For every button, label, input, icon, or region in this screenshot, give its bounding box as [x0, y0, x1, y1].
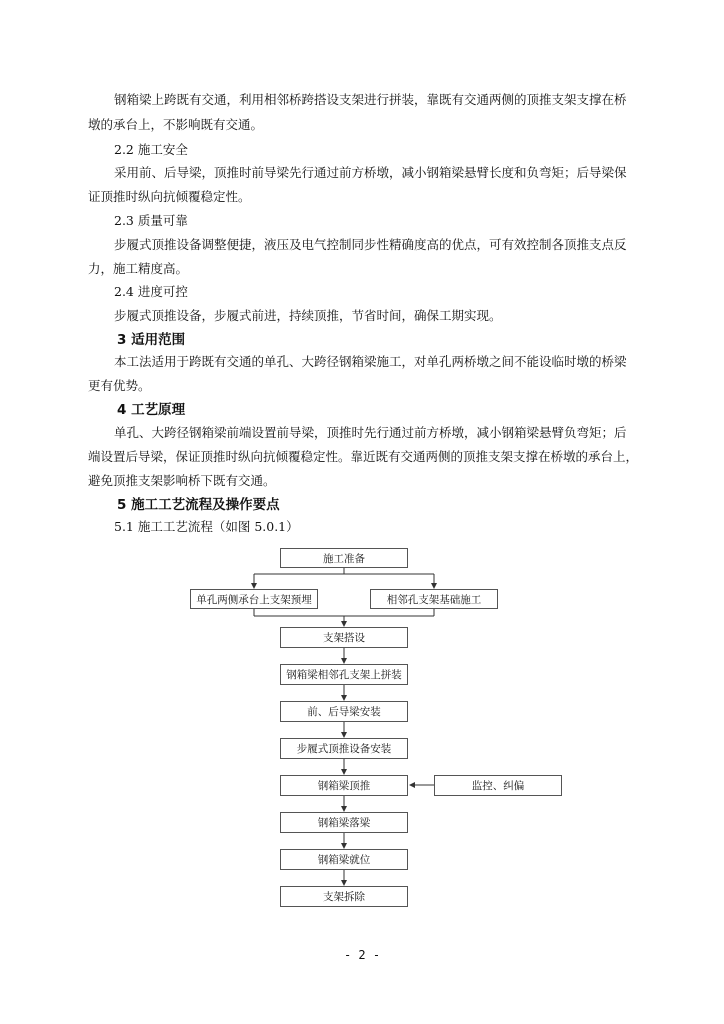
section-2-3-heading: 2.3 质量可靠 [114, 213, 188, 228]
section-4-heading: 4 工艺原理 [117, 402, 186, 418]
flow-step-prep: 施工准备 [280, 548, 408, 568]
paragraph-line: 钢箱梁上跨既有交通，利用相邻桥跨搭设支架进行拼装，靠既有交通两侧的顶推支架支撑在桥 [114, 92, 627, 107]
section-3-heading: 3 适用范围 [117, 332, 186, 348]
paragraph-line: 更有优势。 [88, 378, 151, 393]
paragraph-line: 避免顶推支架影响桥下既有交通。 [88, 473, 276, 488]
flow-step-remove: 支架拆除 [280, 886, 408, 907]
paragraph-line: 步履式顶推设备，步履式前进，持续顶推，节省时间，确保工期实现。 [114, 308, 502, 323]
flow-step-guide: 前、后导梁安装 [280, 701, 408, 722]
section-2-2-heading: 2.2 施工安全 [114, 142, 188, 157]
flow-side-monitor: 监控、纠偏 [434, 775, 562, 796]
paragraph-line: 本工法适用于跨既有交通的单孔、大跨径钢箱梁施工，对单孔两桥墩之间不能设临时墩的桥梁 [114, 354, 627, 369]
flow-step-right-branch: 相邻孔支架基础施工 [370, 589, 498, 609]
paragraph-line: 力，施工精度高。 [88, 261, 189, 276]
flow-step-drop: 钢箱梁落梁 [280, 812, 408, 833]
flow-step-position: 钢箱梁就位 [280, 849, 408, 870]
section-5-1-heading: 5.1 施工工艺流程（如图 5.0.1） [114, 519, 299, 534]
flow-step-device: 步履式顶推设备安装 [280, 738, 408, 759]
section-5-heading: 5 施工工艺流程及操作要点 [117, 497, 280, 513]
paragraph-line: 证顶推时纵向抗倾覆稳定性。 [88, 189, 251, 204]
paragraph-line: 墩的承台上，不影响既有交通。 [88, 117, 264, 132]
page-number: - 2 - [343, 948, 381, 962]
flow-step-support: 支架搭设 [280, 627, 408, 648]
section-2-4-heading: 2.4 进度可控 [114, 284, 188, 299]
flow-step-push: 钢箱梁顶推 [280, 775, 408, 796]
flow-step-left-branch: 单孔两侧承台上支架预埋 [190, 589, 318, 609]
paragraph-line: 采用前、后导梁，顶推时前导梁先行通过前方桥墩，减小钢箱梁悬臂长度和负弯矩；后导梁保 [114, 165, 627, 180]
paragraph-line: 端设置后导梁，保证顶推时纵向抗倾覆稳定性。靠近既有交通两侧的顶推支架支撑在桥墩的承台上， [88, 449, 639, 464]
paragraph-line: 单孔、大跨径钢箱梁前端设置前导梁，顶推时先行通过前方桥墩，减小钢箱梁悬臂负弯矩；后 [114, 425, 627, 440]
flow-step-assemble: 钢箱梁相邻孔支架上拼装 [280, 664, 408, 685]
paragraph-line: 步履式顶推设备调整便捷，液压及电气控制同步性精确度高的优点，可有效控制各顶推支点反 [114, 237, 627, 252]
